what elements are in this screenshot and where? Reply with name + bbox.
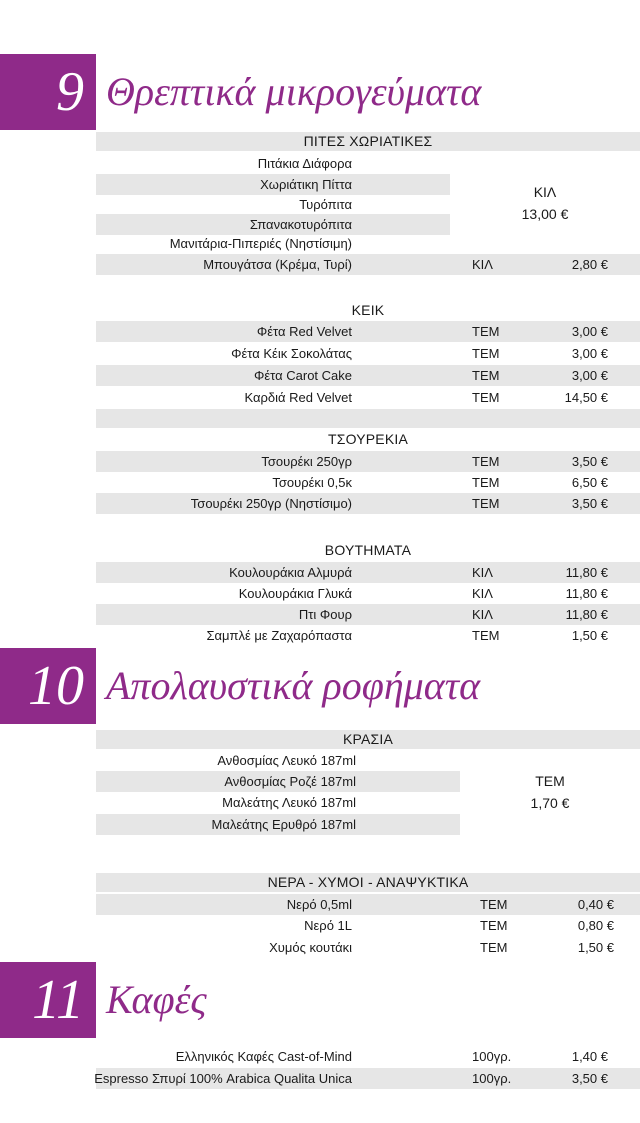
item-price: 3,50 € — [571, 454, 608, 469]
item-name: Ελληνικός Καφές Cast-of-Mind — [175, 1049, 352, 1064]
menu-row — [96, 493, 640, 514]
item-price: 14,50 € — [564, 390, 608, 405]
item-price: 3,00 € — [571, 324, 608, 339]
item-price: 11,80 € — [565, 607, 608, 622]
menu-row — [96, 365, 640, 386]
item-unit: ΤΕΜ — [480, 940, 508, 955]
divider-band — [96, 409, 640, 428]
subheading-nera: ΝΕΡΑ - ΧΥΜΟΙ - ΑΝΑΨΥΚΤΙΚΑ — [96, 873, 640, 892]
menu-row — [96, 792, 460, 813]
subheading-keik: ΚΕΙΚ — [351, 302, 385, 318]
subheading-krasia: ΚΡΑΣΙΑ — [96, 730, 640, 749]
item-unit: ΚΙΛ — [472, 257, 493, 272]
section-number-10: 10 — [0, 648, 96, 724]
item-name: Φέτα Κέικ Σοκολάτας — [231, 346, 352, 361]
item-price: 3,00 € — [571, 368, 608, 383]
menu-row — [96, 625, 640, 646]
section-title-9: Θρεπτικά μικρογεύματα — [106, 69, 482, 114]
item-name: Μαλεάτης Ερυθρό 187ml — [211, 817, 356, 832]
item-price: 3,50 € — [571, 496, 608, 511]
section-number-11: 11 — [0, 962, 96, 1038]
item-name: Μπουγάτσα (Κρέμα, Τυρί) — [203, 257, 352, 272]
pites-group-price: 13,00 € — [521, 206, 569, 222]
item-unit: ΤΕΜ — [480, 897, 508, 912]
menu-row — [96, 583, 640, 604]
menu-row — [96, 472, 640, 493]
item-unit: ΚΙΛ — [472, 586, 493, 601]
item-price: 2,80 € — [571, 257, 608, 272]
item-name: Φέτα Red Velvet — [256, 324, 352, 339]
menu-row — [96, 153, 450, 174]
subheading-tsourekia: ΤΣΟΥΡΕΚΙΑ — [327, 431, 409, 447]
item-name: Σαμπλέ με Ζαχαρόπαστα — [206, 628, 352, 643]
item-name: Τσουρέκι 0,5κ — [272, 475, 352, 490]
item-name: Ανθοσμίας Ροζέ 187ml — [224, 774, 356, 789]
item-price: 11,80 € — [565, 586, 608, 601]
menu-row — [96, 233, 640, 254]
item-name: Χυμός κουτάκι — [269, 940, 352, 955]
item-unit: ΤΕΜ — [472, 368, 500, 383]
item-name: Κουλουράκια Αλμυρά — [229, 565, 352, 580]
item-name: Τυρόπιτα — [299, 197, 352, 212]
krasia-group-unit: ΤΕΜ — [535, 773, 565, 789]
menu-row — [96, 214, 450, 235]
pites-group-unit: ΚΙΛ — [533, 184, 557, 200]
item-name: Πτι Φουρ — [298, 607, 352, 622]
item-name: Τσουρέκι 250γρ (Νηστίσιμο) — [190, 496, 352, 511]
menu-row — [96, 1068, 640, 1089]
item-name: Κουλουράκια Γλυκά — [238, 586, 352, 601]
item-unit: ΤΕΜ — [480, 918, 508, 933]
menu-row — [96, 894, 640, 915]
item-unit: ΚΙΛ — [472, 565, 493, 580]
item-price: 1,50 € — [577, 940, 614, 955]
section-title-11: Καφές — [106, 977, 207, 1022]
item-name: Espresso Σπυρί 100% Arabica Qualita Unica — [94, 1071, 352, 1086]
item-name: Χωριάτικη Πίττα — [260, 177, 352, 192]
subheading-pites: ΠΙΤΕΣ ΧΩΡΙΑΤΙΚΕΣ — [96, 132, 640, 151]
item-unit: ΤΕΜ — [472, 454, 500, 469]
item-name: Πιτάκια Διάφορα — [257, 156, 352, 171]
item-price: 6,50 € — [571, 475, 608, 490]
item-name: Μανιτάρια-Πιπεριές (Νηστίσιμη) — [169, 236, 352, 251]
item-unit: ΤΕΜ — [472, 628, 500, 643]
item-unit: 100γρ. — [472, 1049, 512, 1064]
subheading-voutimata: ΒΟΥΤΗΜΑΤΑ — [324, 542, 412, 558]
item-name: Νερό 0,5ml — [286, 897, 352, 912]
item-price: 0,40 € — [577, 897, 614, 912]
item-name: Νερό 1L — [304, 918, 352, 933]
item-price: 3,50 € — [571, 1071, 608, 1086]
item-unit: ΤΕΜ — [472, 496, 500, 511]
menu-row — [96, 254, 640, 275]
item-name: Σπανακοτυρόπιτα — [249, 217, 352, 232]
item-price: 1,40 € — [571, 1049, 608, 1064]
item-unit: ΤΕΜ — [472, 475, 500, 490]
menu-row — [96, 937, 640, 958]
item-unit: ΚΙΛ — [472, 607, 493, 622]
menu-row — [96, 174, 450, 195]
menu-row — [96, 814, 460, 835]
menu-row — [96, 451, 640, 472]
item-unit: 100γρ. — [472, 1071, 512, 1086]
menu-row — [96, 194, 450, 215]
item-unit: ΤΕΜ — [472, 324, 500, 339]
menu-row — [96, 321, 640, 342]
item-name: Τσουρέκι 250γρ — [261, 454, 352, 469]
item-unit: ΤΕΜ — [472, 390, 500, 405]
item-name: Μαλεάτης Λευκό 187ml — [222, 795, 356, 810]
item-unit: ΤΕΜ — [472, 346, 500, 361]
menu-row — [96, 387, 640, 408]
section-title-10: Απολαυστικά ροφήματα — [106, 663, 481, 708]
krasia-group-price: 1,70 € — [530, 795, 570, 811]
item-price: 3,00 € — [571, 346, 608, 361]
menu-row — [96, 750, 460, 771]
menu-row — [96, 604, 640, 625]
item-price: 11,80 € — [565, 565, 608, 580]
item-price: 0,80 € — [577, 918, 614, 933]
menu-row — [96, 915, 640, 936]
item-name: Φέτα Carot Cake — [254, 368, 352, 383]
item-name: Καρδιά Red Velvet — [244, 390, 352, 405]
menu-row — [96, 771, 460, 792]
item-name: Ανθοσμίας Λευκό 187ml — [217, 753, 356, 768]
item-price: 1,50 € — [571, 628, 608, 643]
menu-row — [96, 343, 640, 364]
section-number-9: 9 — [0, 54, 96, 130]
menu-row — [96, 1046, 640, 1067]
menu-row — [96, 562, 640, 583]
